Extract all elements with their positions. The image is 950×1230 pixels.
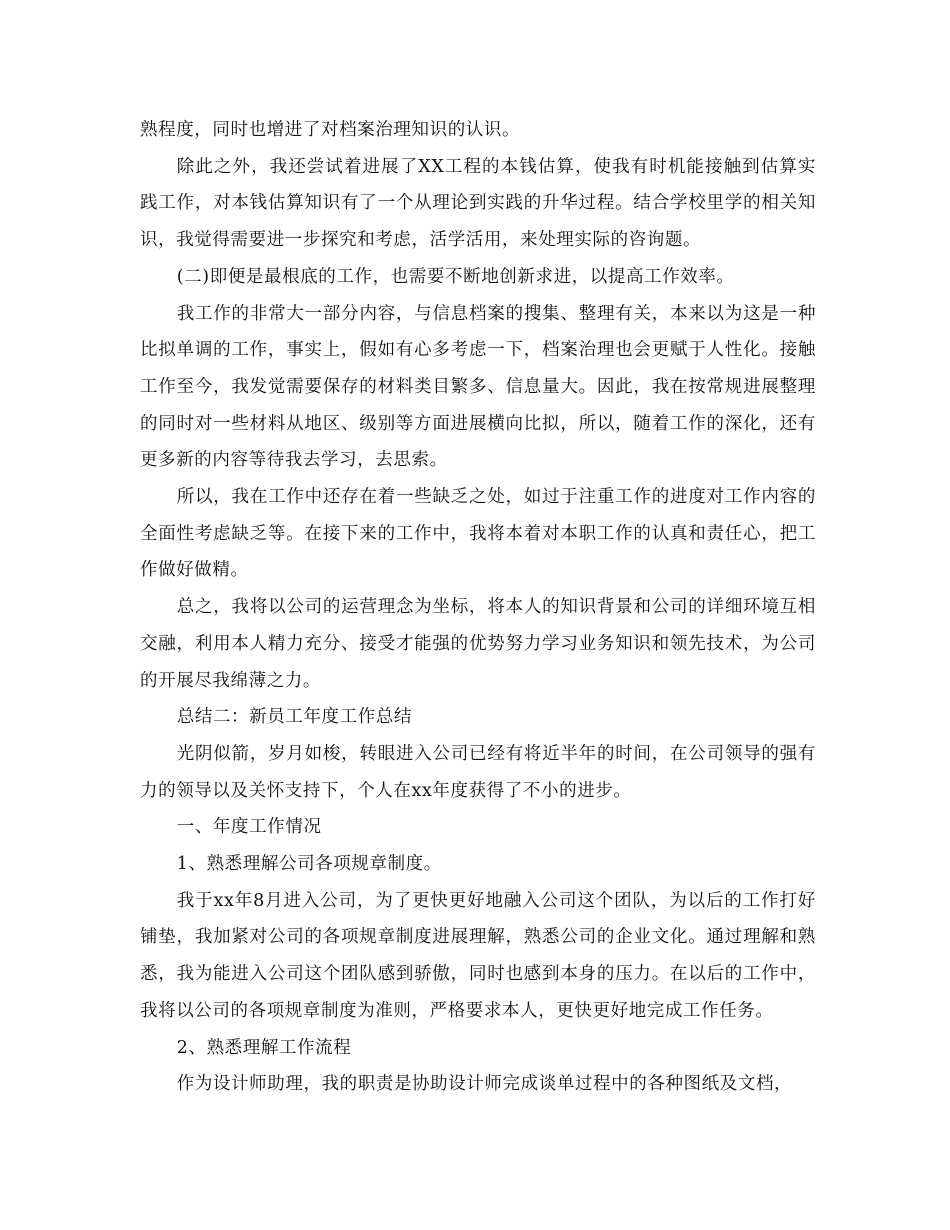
paragraph-4: 我工作的非常大一部分内容，与信息档案的搜集、整理有关，本来以为这是一种比拟单调的工作，事实上，假如有心多考虑一下，档案治理也会更赋于人性化。接触工作至今，我发觉需要保存的材料类目繁多、信息量大。因此，我在按常规进展整理的同时对一些材料从地区、级别等方面进展横向比拟，所以，随着工作的深化，还有更多新的内容等待我去学习，去思索。 xyxy=(140,303,816,471)
paragraph-3: (二)即便是最根底的工作，也需要不断地创新求进，以提高工作效率。 xyxy=(176,266,735,287)
paragraph-13: 作为设计师助理，我的职责是协助设计师完成谈单过程中的各种图纸及文档， xyxy=(176,1074,793,1095)
paragraph-6: 总之，我将以公司的运营理念为坐标，将本人的知识背景和公司的详细环境互相交融，利用本人精力充分、接受才能强的优势努力学习业务知识和领先技术，为公司的开展尽我绵薄之力。 xyxy=(140,597,816,691)
paragraph-8: 光阴似箭，岁月如梭，转眼进入公司已经有将近半年的时间，在公司领导的强有力的领导以及关怀支持下，个人在xx年度获得了不小的进步。 xyxy=(140,743,816,801)
paragraph-5: 所以，我在工作中还存在着一些缺乏之处，如过于注重工作的进度对工作内容的全面性考虑缺乏等。在接下来的工作中，我将本着对本职工作的认真和责任心，把工作做好做精。 xyxy=(140,487,816,581)
subheading-workflow: 2、熟悉理解工作流程 xyxy=(176,1037,352,1058)
paragraph-1: 熟程度，同时也增进了对档案治理知识的认识。 xyxy=(140,120,521,140)
subheading-rules: 1、熟悉理解公司各项规章制度。 xyxy=(176,854,442,875)
paragraph-2: 除此之外，我还尝试着进展了XX工程的本钱估算，使我有时机能接触到估算实践工作，对本钱估算知识有了一个从理论到实践的升华过程。结合学校里学的相关知识，我觉得需要进一步探究和考虑，活学活用，来处理实际的咨询题。 xyxy=(140,156,816,251)
section-heading-annual-work: 一、年度工作情况 xyxy=(176,817,322,838)
paragraph-11: 我于xx年8月进入公司，为了更快更好地融入公司这个团队，为以后的工作打好铺垫，我加紧对公司的各项规章制度进展理解，熟悉公司的企业文化。通过理解和熟悉，我为能进入公司这个团队感到骄傲，同时也感到本身的压力。在以后的工作中，我将以公司的各项规章制度为准则，严格要求本人，更快更好地完成工作任务。 xyxy=(140,890,816,1021)
section-heading-summary-two: 总结二：新员工年度工作总结 xyxy=(176,707,413,728)
